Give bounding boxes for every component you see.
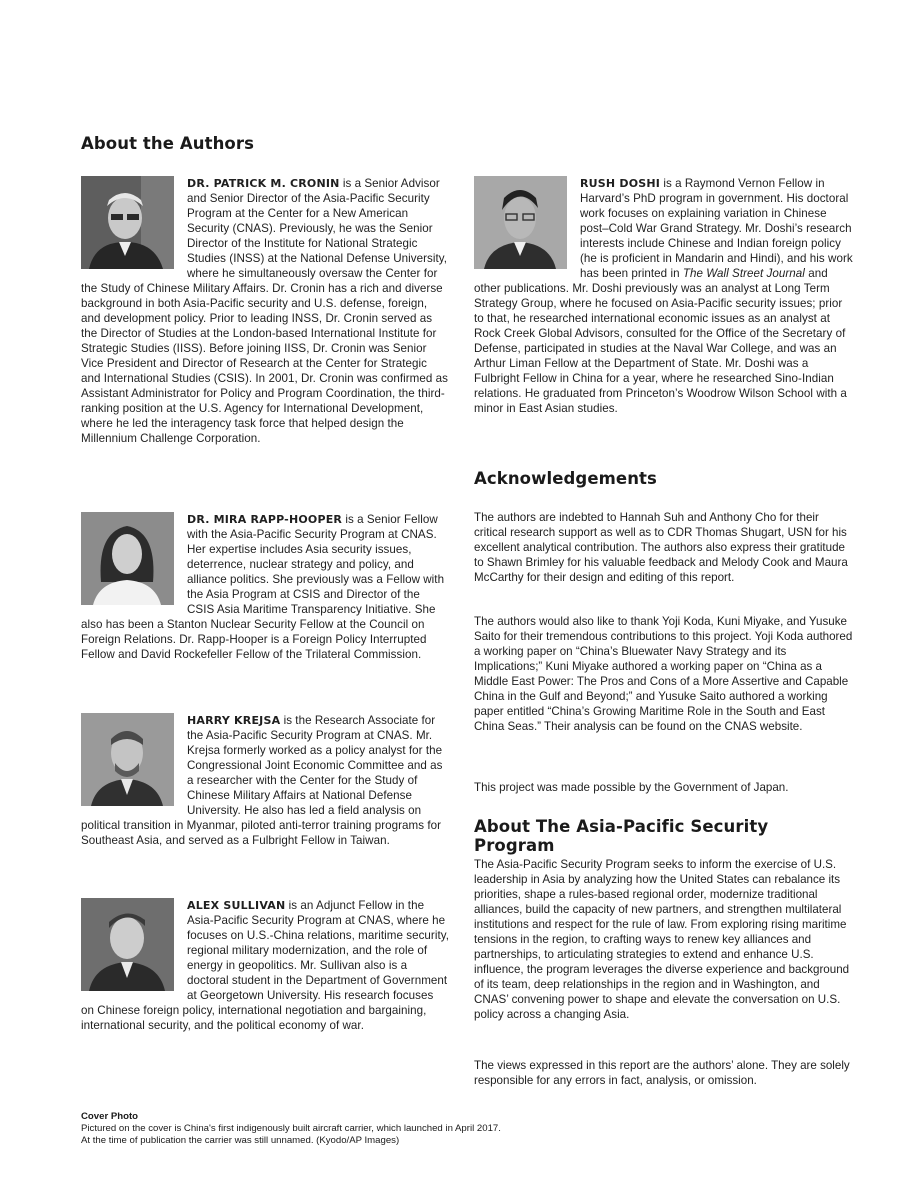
author-photo-sullivan — [81, 898, 174, 991]
acknowledgements-heading: Acknowledgements — [474, 469, 657, 488]
author-text-doshi-wsj: The Wall Street Journal — [682, 267, 805, 280]
author-bio-doshi — [474, 176, 854, 416]
author-bio-rapp-hooper — [81, 512, 449, 662]
acknowledgements-paragraph-1: The authors are indebted to Hannah Suh and Anthony Cho for their critical research support as well as to CDR Thomas Shugart, USN for his excellent analytical contribution. The authors also express their gratitude to Shawn Brimley for his valuable feedback and Melody Cook and Maura McCarthy for their design and editing of this report. — [474, 511, 848, 584]
author-text-doshi-a: is a Raymond Vernon Fellow in Harvard’s PhD program in government. His doctoral work focuses on explaining variation in Chinese post–Cold War Grand Strategy. Mr. Doshi’s research interests include Chinese and Indian foreign policy (he is proficient in Mandarin and Hindi), and his work has been printed in — [580, 177, 853, 280]
acknowledgements-paragraph-2: The authors would also like to thank Yoji Koda, Kuni Miyake, and Yusuke Saito for their tremendous contributions to this project. Yoji Koda authored a working paper on “China’s Bluewater Navy Strategy and its Implications;” Kuni Miyake authored a working paper on “China as a Middle East Power: The Pros and Cons of a More Assertive and Capable China in the Gulf and Beyond;” and Yusuke Saito authored a working paper entitled “China’s Growing Maritime Role in the South and East China Seas.” Their analysis can be found on the CNAS website. — [474, 615, 853, 733]
cover-photo-line-1: Pictured on the cover is China's first indigenously built aircraft carrier, which launched in April 2017. — [81, 1123, 501, 1134]
author-name-sullivan: ALEX SULLIVAN — [187, 899, 286, 912]
author-name-doshi: RUSH DOSHI — [580, 177, 661, 190]
acknowledgements-paragraph-3: This project was made possible by the Government of Japan. — [474, 781, 789, 794]
author-bio-krejsa — [81, 713, 449, 848]
author-text-doshi-b: and other publications. Mr. Doshi previously was an analyst at Long Term Strategy Group, where he focused on Asia-Pacific security issues; prior to that, he researched international economic issues as an analyst at Rock Creek Global Advisors, consulted for the Office of the Secretary of Defense, participated in studies at the Naval War College, and was an Arthur Liman Fellow at the Department of State. Mr. Doshi was a Fulbright Fellow in China for a year, where he researched Sino-Indian relations. He graduated from Princeton’s Woodrow Wilson School with a minor in East Asian studies. — [474, 267, 847, 415]
author-photo-rapp-hooper — [81, 512, 174, 605]
author-name-cronin: DR. PATRICK M. CRONIN — [187, 177, 340, 190]
cover-photo-line-2: At the time of publication the carrier was still unnamed. (Kyodo/AP Images) — [81, 1135, 400, 1146]
author-text-rapp-hooper: is a Senior Fellow with the Asia-Pacific Security Program at CNAS. Her expertise includes Asia security issues, deterrence, nuclear strategy and policy, and alliance politics. She previously was a Fellow with the Asia Program at CSIS and Director of the CSIS Asia Maritime Transparency Initiative. She also has been a Stanton Nuclear Security Fellow at the Council on Foreign Relations. Dr. Rapp-Hooper is a Foreign Policy Interrupted Fellow and David Rockefeller Fellow of the Trilateral Commission. — [81, 513, 445, 661]
author-text-cronin: is a Senior Advisor and Senior Director of the Asia-Pacific Security Program at the Center for a New American Security (CNAS). Previously, he was the Senior Director of the Institute for National Strategic Studies (INSS) at the National Defense University, where he simultaneously oversaw the Center for the Study of Chinese Military Affairs. Dr. Cronin has a rich and diverse background in both Asia-Pacific security and U.S. defense, foreign, and development policy. Prior to leading INSS, Dr. Cronin served as the Director of Studies at the London-based International Institute for Strategic Studies (IISS). Before joining IISS, Dr. Cronin was Senior Vice President and Director of Research at the Center for Strategic and International Studies (CSIS). In 2001, Dr. Cronin was confirmed as Assistant Administrator for Policy and Program Coordination, the third-ranking position at the U.S. Agency for International Development, where he led the interagency task force that helped design the Millennium Challenge Corporation. — [81, 177, 448, 445]
program-paragraph-1: The Asia-Pacific Security Program seeks to inform the exercise of U.S. leadership in Asia by analyzing how the United States can rebalance its priorities, shape a rules-based regional order, modernize traditional alliances, build the capacity of new partners, and strengthen multilateral institutions and respect for the rule of law. From exploring rising maritime tensions in the region, to crafting ways to renew key alliances and partnerships, to articulating strategies to extend and enhance U.S. influence, the program leverages the diverse experience and background of its team, deep relationships in the region and in Washington, and CNAS’ convening power to shape and elevate the conversation on U.S. policy across a changing Asia. — [474, 858, 850, 1021]
author-text-sullivan: is an Adjunct Fellow in the Asia-Pacific Security Program at CNAS, where he focuses on U.S.-China relations, maritime security, regional military modernization, and the role of energy in geopolitics. Mr. Sullivan also is a doctoral student in the Department of Government at Georgetown University. His research focuses on Chinese foreign policy, international negotiation and bargaining, international security, and the political economy of war. — [81, 899, 449, 1032]
author-text-krejsa: is the Research Associate for the Asia-Pacific Security Program at CNAS. Mr. Krejsa formerly worked as a policy analyst for the Congressional Joint Economic Committee and as a researcher with the Center for the Study of Chinese Military Affairs at National Defense University. He also has led a field analysis on political transition in Myanmar, piloted anti-terror training programs for Southeast Asia, and served as a Fulbright Fellow in Taiwan. — [81, 714, 443, 847]
program-heading: About The Asia-Pacific Security Program — [474, 817, 769, 855]
cover-photo-caption — [81, 1111, 781, 1147]
author-photo-doshi — [474, 176, 567, 269]
author-photo-cronin — [81, 176, 174, 269]
cover-photo-title: Cover Photo — [81, 1111, 139, 1122]
author-name-krejsa: HARRY KREJSA — [187, 714, 281, 727]
about-authors-heading: About the Authors — [81, 134, 255, 153]
author-photo-krejsa — [81, 713, 174, 806]
program-paragraph-2: The views expressed in this report are the authors’ alone. They are solely responsible for any errors in fact, analysis, or omission. — [474, 1059, 850, 1087]
author-bio-cronin — [81, 176, 449, 446]
author-bio-sullivan — [81, 898, 449, 1033]
author-name-rapp-hooper: DR. MIRA RAPP-HOOPER — [187, 513, 343, 526]
